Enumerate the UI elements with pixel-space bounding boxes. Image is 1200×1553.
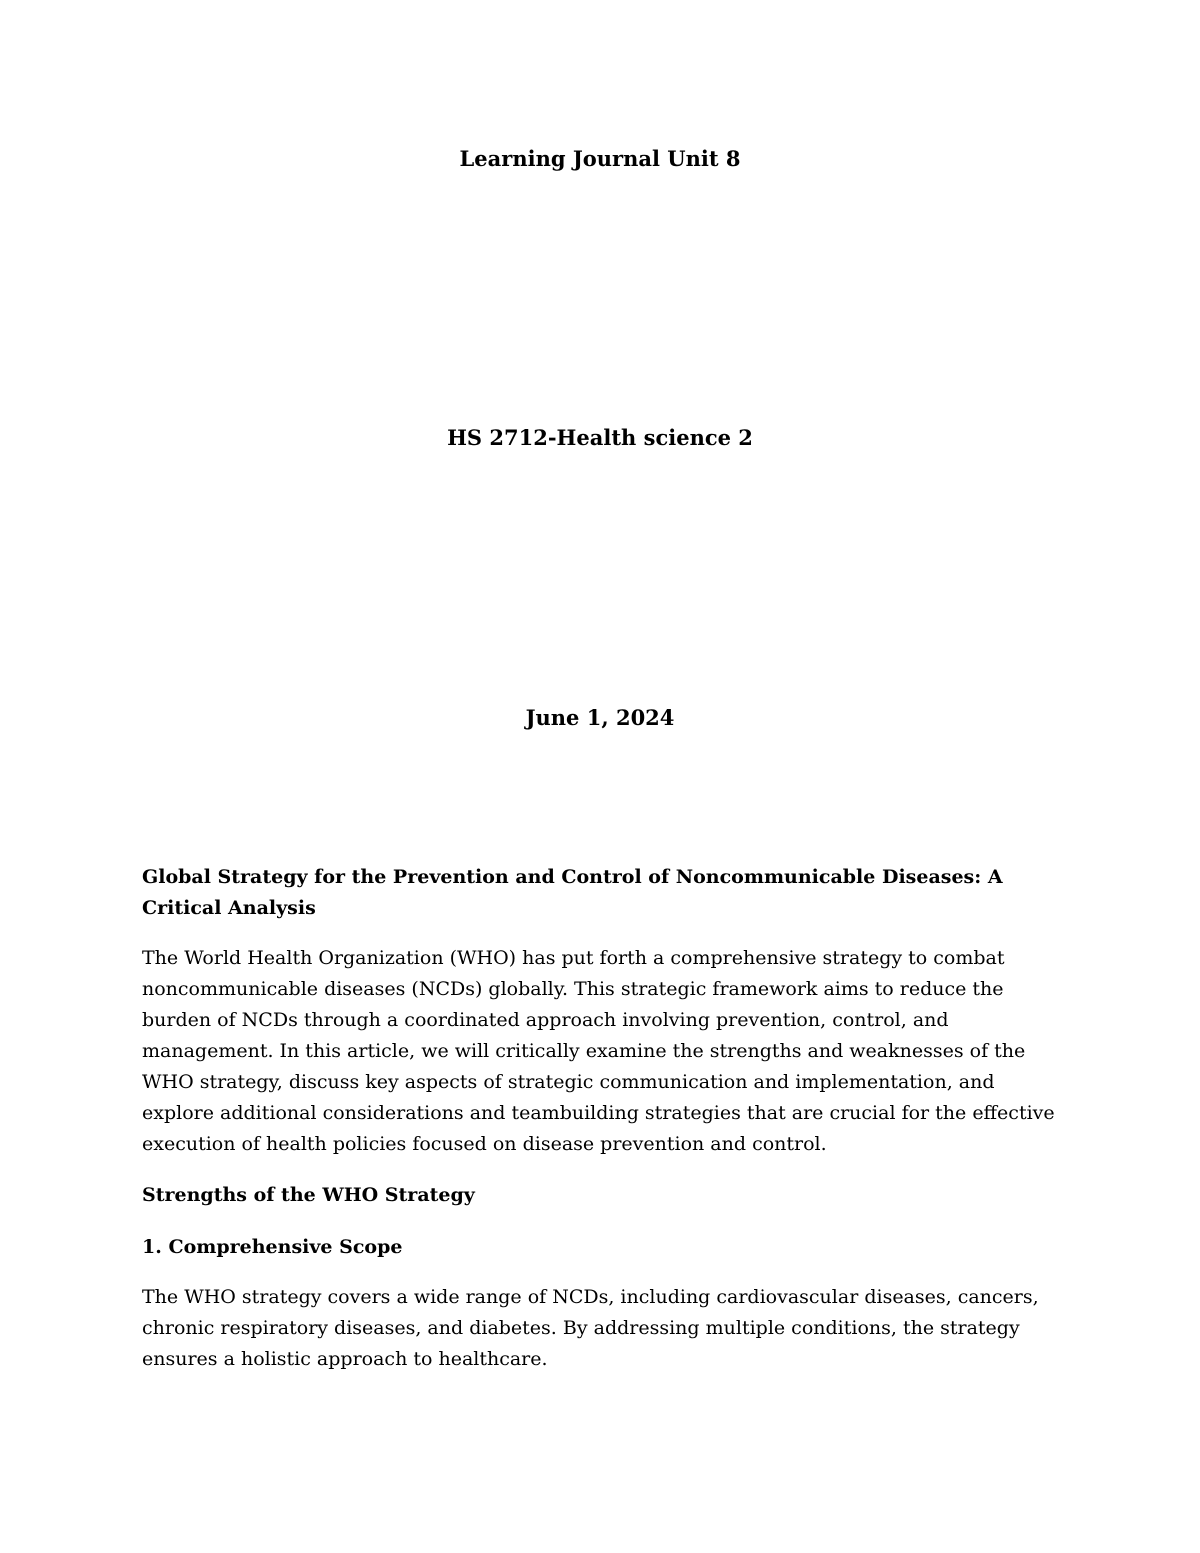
document-title: Learning Journal Unit 8 xyxy=(459,146,741,171)
intro-paragraph: The World Health Organization (WHO) has put forth a comprehensive strategy to combat noncommunicable diseases (NCDs) globally. This strategic framework aims to reduce the burden of NCDs through a coordinated approach involving prevention, control, and management. In this article, we will critically examine the strengths and weaknesses of the WHO strategy, discuss key aspects of strategic communication and implementation, and explore additional considerations and teambuilding strategies that are crucial for the effective execution of health policies focused on disease prevention and control. xyxy=(142,947,1055,1155)
section-paragraph-comprehensive-scope: The WHO strategy covers a wide range of NCDs, including cardiovascular diseases, cancers, chronic respiratory diseases, and diabetes. By addressing multiple conditions, the strategy ensures a holistic approach to healthcare. xyxy=(142,1286,1039,1370)
course-name: HS 2712-Health science 2 xyxy=(447,425,753,450)
article-heading: Global Strategy for the Prevention and Control of Noncommunicable Diseases: A Critical Analysis xyxy=(142,866,1003,919)
document-date: June 1, 2024 xyxy=(525,705,675,730)
strengths-heading: Strengths of the WHO Strategy xyxy=(142,1184,475,1206)
section-heading-comprehensive-scope: 1. Comprehensive Scope xyxy=(142,1236,403,1258)
